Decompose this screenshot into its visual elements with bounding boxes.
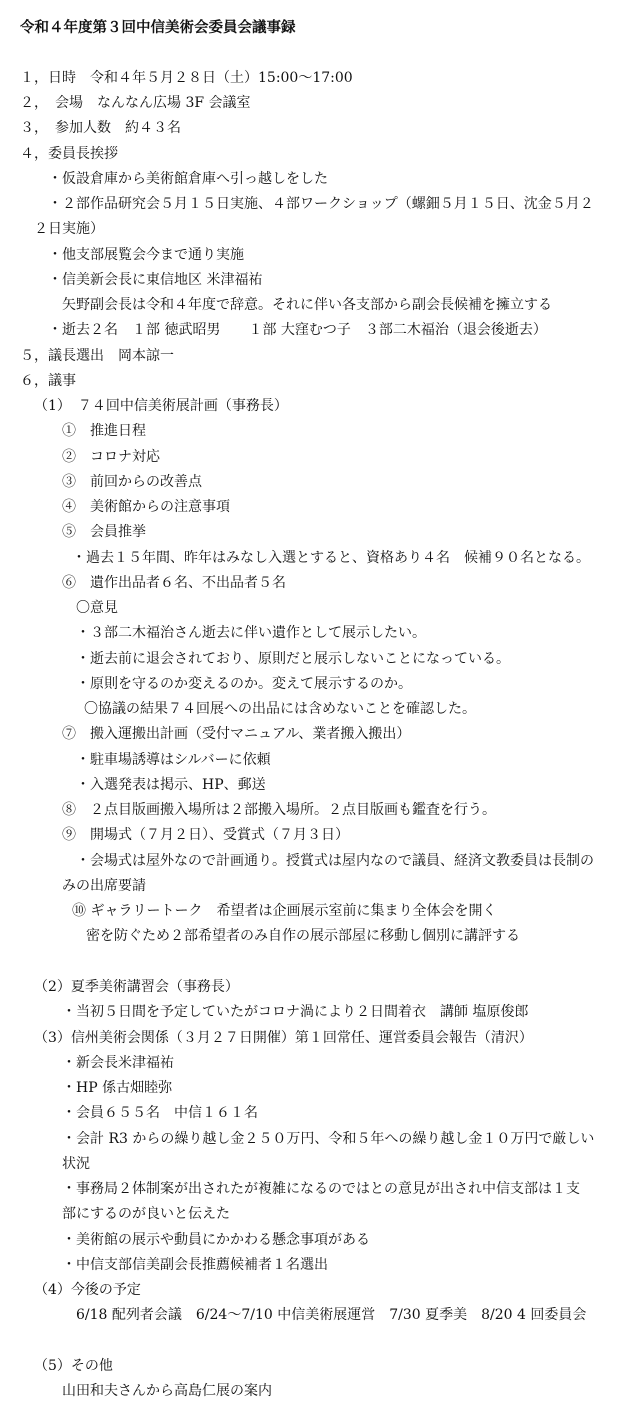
section-3-bullet: ・会計 R3 からの繰り越し金２５０万円、令和５年への繰り越し金１０万円で厳しい [62, 1131, 595, 1147]
agenda-section-1: （1） ７４回中信美術展計画（事務長） [34, 398, 288, 414]
greeting-bullet: ・仮設倉庫から美術館倉庫へ引っ越しをした [48, 171, 328, 187]
section-2-note: ・当初５日間を予定していたがコロナ渦により２日間着衣 講師 塩原俊郎 [62, 1004, 529, 1020]
agenda-subitem: ⑥ 遺作出品者６名、不出品者５名 [62, 575, 286, 591]
agenda-subitem: ④ 美術館からの注意事項 [62, 499, 230, 515]
agenda-note: ・入選発表は掲示、HP、郵送 [76, 777, 266, 793]
opinion-bullet: ・逝去前に退会されており、原則だと展示しないことになっている。 [76, 651, 510, 667]
agenda-subitem: ② コロナ対応 [62, 449, 160, 465]
agenda-section-3: （3）信州美術会関係（３月２７日開催）第１回常任、運営委員会報告（清沢） [34, 1030, 533, 1046]
agenda-subitem: ⑤ 会員推挙 [62, 524, 146, 540]
item-2-venue: ２， 会場 なんなん広場 3F 会議室 [20, 95, 251, 111]
greeting-bullet: ・２部作品研究会５月１５日実施、４部ワークショップ（螺鈿５月１５日、沈金５月２ [48, 196, 594, 212]
item-6-agenda: ６，議事 [20, 373, 76, 389]
greeting-bullet: ・逝去２名 １部 徳武昭男 １部 大窪むつ子 ３部二木福治（退会後逝去） [48, 322, 547, 338]
agenda-note: ・過去１５年間、昨年はみなし入選とすると、資格あり４名 候補９０名となる。 [72, 550, 590, 566]
section-3-bullet: ・事務局２体制案が出されたが複雑になるのではとの意見が出され中信支部は１支 [62, 1181, 580, 1197]
agenda-section-5: （5）その他 [34, 1358, 113, 1374]
agenda-note: ・会場式は屋外なので計画通り。授賞式は屋内なので議員、経済文教委員は長制の [76, 853, 594, 869]
section-3-bullet-continued: 状況 [62, 1156, 90, 1172]
opinion-bullet: ・３部二木福治さん逝去に伴い遺作として展示したい。 [76, 625, 426, 641]
document-title: 令和４年度第３回中信美術会委員会議事録 [20, 19, 296, 36]
other-note: 山田和夫さんから高島仁展の案内 [62, 1383, 272, 1399]
item-4-greeting: ４，委員長挨拶 [20, 146, 118, 162]
agenda-subitem: ⑧ ２点目版画搬入場所は２部搬入場所。２点目版画も鑑査を行う。 [62, 802, 496, 818]
agenda-subitem: ① 推進日程 [62, 423, 146, 439]
opinion-heading: 〇意見 [76, 600, 118, 616]
agenda-note-continued: みの出席要請 [62, 878, 146, 894]
greeting-bullet-continued: ２日実施） [34, 221, 104, 237]
item-3-attendance: ３， 参加人数 約４３名 [20, 120, 181, 136]
agenda-section-4: （4）今後の予定 [34, 1282, 141, 1298]
agenda-section-2: （2）夏季美術講習会（事務長） [34, 979, 239, 995]
greeting-bullet: ・信美新会長に東信地区 米津福祐 [48, 272, 263, 288]
agenda-note: ・駐車場誘導はシルバーに依頼 [76, 752, 271, 768]
item-1-datetime: １，日時 令和４年５月２８日（土）15:00～17:00 [20, 70, 353, 86]
section-3-bullet: ・新会長米津福祐 [62, 1055, 174, 1071]
item-5-chair: ５，議長選出 岡本諒一 [20, 348, 174, 364]
greeting-bullet: ・他支部展覧会今まで通り実施 [48, 247, 244, 263]
section-3-bullet-continued: 部にするのが良いと伝えた [62, 1206, 230, 1222]
section-3-bullet: ・会員６５５名 中信１６１名 [62, 1105, 258, 1121]
agenda-subitem: ⑨ 開場式（７月２日）、受賞式（７月３日） [62, 827, 349, 843]
greeting-note: 矢野副会長は令和４年度で辞意。それに伴い各支部から副会長候補を擁立する [62, 297, 552, 313]
opinion-bullet: ・原則を守るのか変えるのか。変えて展示するのか。 [76, 676, 412, 692]
agenda-subitem: ③ 前回からの改善点 [62, 474, 202, 490]
agenda-note: 密を防ぐため２部希望者のみ自作の展示部屋に移動し個別に講評する [86, 928, 520, 944]
section-3-bullet: ・中信支部信美副会長推薦候補者１名選出 [62, 1257, 328, 1273]
schedule-line: 6/18 配列者会議 6/24～7/10 中信美術展運営 7/30 夏季美 8/20 4 回委員会 [76, 1307, 587, 1323]
agenda-subitem: ⑦ 搬入運搬出計画（受付マニュアル、業者搬入搬出） [62, 726, 411, 742]
section-3-bullet: ・HP 係古畑睦弥 [62, 1080, 173, 1096]
resolution-note: 〇協議の結果７４回展への出品には含めないことを確認した。 [84, 701, 476, 717]
agenda-subitem: ⑩ ギャラリートーク 希望者は企画展示室前に集まり全体会を開く [72, 903, 497, 919]
section-3-bullet: ・美術館の展示や動員にかかわる懸念事項がある [62, 1232, 370, 1248]
